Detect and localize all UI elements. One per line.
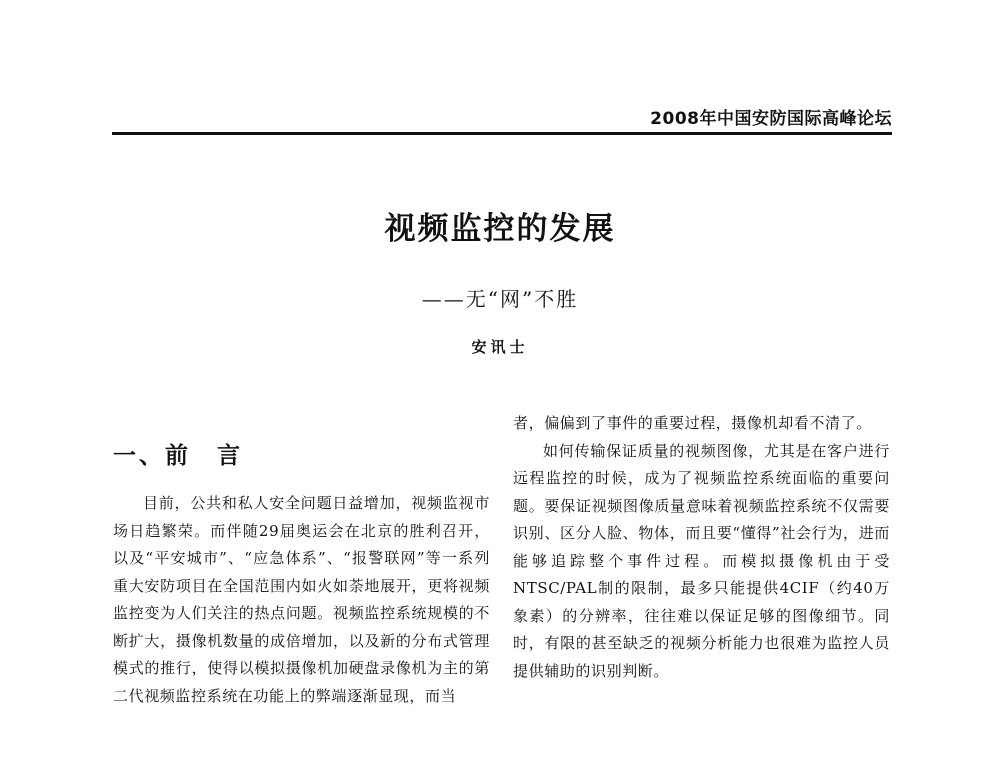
article-title: 视频监控的发展 — [384, 211, 616, 247]
article-author: 安讯士 — [471, 338, 529, 356]
header-rule — [112, 132, 892, 135]
section-heading: 一、前 言 — [113, 443, 243, 469]
right-column — [513, 410, 890, 685]
article-subtitle: ——无“网”不胜 — [421, 287, 579, 311]
running-header: 2008年中国安防国际高峰论坛 — [650, 109, 892, 129]
left-column — [113, 410, 490, 710]
body-paragraph: 如何传输保证质量的视频图像，尤其是在客户进行远程监控的时候，成为了视频监控系统面临的重要问题。要保证视频图像质量意味着视频监控系统不仅需要识别、区分人脸、物体，而且要“懂得”社会行为，进而能够追踪整个事件过程。而模拟摄像机由于受NTSC/PAL制的限制，最多只能提供4CIF（约40万象素）的分辨率，往往难以保证足够的图像细节。同时，有限的甚至缺乏的视频分析能力也很难为监控人员提供辅助的识别判断。 — [513, 441, 890, 680]
body-paragraph: 目前，公共和私人安全问题日益增加，视频监视市场日趋繁荣。而伴随29届奥运会在北京的胜利召开，以及“平安城市”、“应急体系”、“报警联网”等一系列重大安防项目在全国范围内如火如荼地展开，更将视频监控变为人们关注的热点问题。视频监控系统规模的不断扩大，摄像机数量的成倍增加，以及新的分布式管理模式的推行，使得以模拟摄像机加硬盘录像机为主的第二代视频监控系统在功能上的弊端逐渐显现，而当 — [113, 494, 490, 705]
body-paragraph-continued: 者，偏偏到了事件的重要过程，摄像机却看不清了。 — [513, 414, 872, 432]
